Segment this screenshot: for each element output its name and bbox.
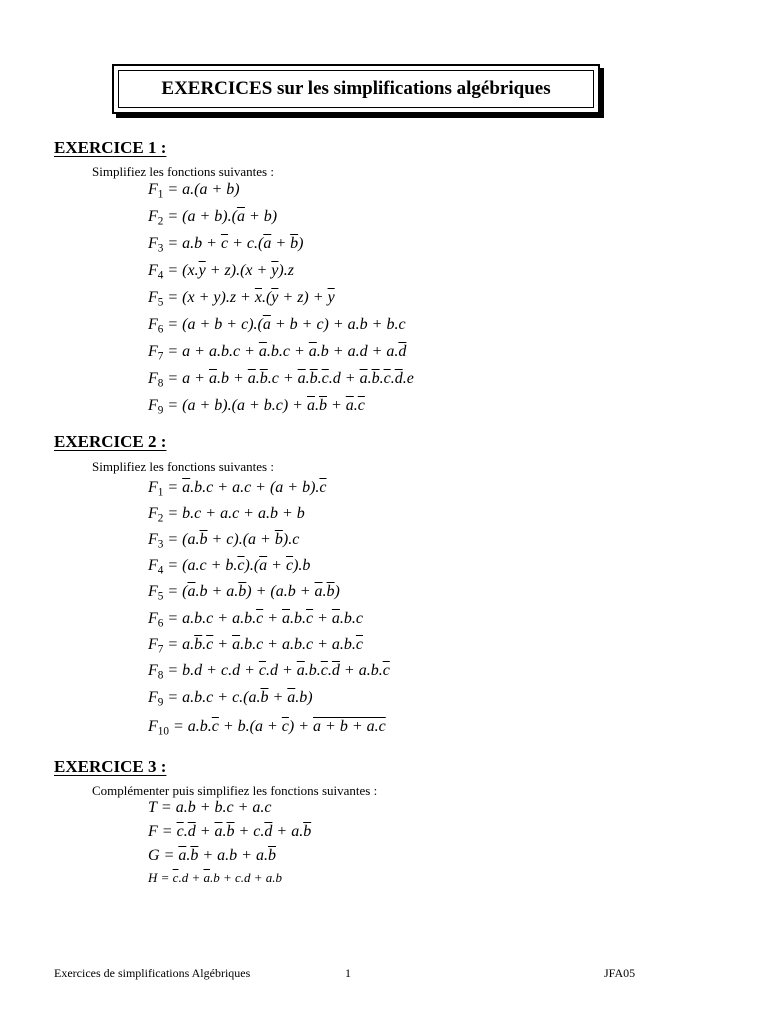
formula: = b.c + a.c + a.b + b [167, 505, 305, 522]
formula: = $\overline{a}.b.c + a.c + (a + b).\overline{c}$ [167, 479, 327, 496]
formula: = $a.b.\overline{c} + b.(a + \overline{c}) + a + b + a.c$ [172, 718, 386, 735]
function-name: F [148, 505, 158, 522]
equation [148, 342, 406, 366]
exercise-2-heading: EXERCICE 2 : [54, 432, 167, 451]
function-name: F [148, 689, 158, 706]
equation [148, 478, 327, 502]
formula: = $b.d + c.d + \overline{c}.d + \overline{a}.b.\overline{c}.\overline{d} + a.b.\overline{c}$ [167, 662, 390, 679]
formula: = $a.b.c + c.(a.\overline{b} + \overline{a}.b)$ [167, 689, 313, 706]
function-subscript: 2 [157, 512, 164, 525]
function-name: F [148, 208, 158, 225]
equation [148, 556, 310, 580]
equation [148, 661, 390, 685]
function-subscript: 9 [157, 404, 164, 417]
function-name: G [148, 847, 160, 864]
equation [148, 717, 386, 741]
equation [148, 315, 406, 339]
exercise-3-instruction: Complémenter puis simplifiez les fonctions suivantes : [92, 783, 378, 798]
function-name: F [148, 397, 158, 414]
formula: = $(a.\overline{b} + c).(a + \overline{b}).c$ [167, 531, 300, 548]
function-subscript: 3 [157, 538, 164, 551]
equation [148, 635, 363, 659]
function-name: F [148, 370, 158, 387]
formula: = $a + a.b.c + \overline{a}.b.c + \overline{a}.b + a.d + a.\overline{d}$ [167, 343, 407, 360]
function-subscript: 8 [157, 669, 164, 682]
function-name: F [148, 636, 158, 653]
equation [148, 798, 272, 818]
function-subscript: 1 [157, 486, 164, 499]
formula: = $a.\overline{b}.\overline{c} + \overline{a}.b.c + a.b.c + a.b.\overline{c}$ [167, 636, 363, 653]
formula: = a.b + b.c + a.c [160, 799, 272, 816]
equation [148, 530, 299, 554]
formula: = $(a + b + c).(\overline{a} + b + c) + a.b + b.c$ [167, 316, 406, 333]
equation [148, 396, 365, 420]
formula: = $\overline{c}.\overline{d} + \overline{a}.\overline{b} + c.\overline{d} + a.\overline{b}$ [161, 823, 312, 840]
function-subscript: 7 [157, 643, 164, 656]
formula: = $a.b + \overline{c} + c.(\overline{a} + \overline{b})$ [167, 235, 304, 252]
equation [148, 261, 294, 285]
equation [148, 288, 335, 312]
function-name: F [148, 289, 158, 306]
footer-right: JFA05 [604, 966, 636, 980]
function-name: F [148, 531, 158, 548]
formula: = $a.b.c + a.b.\overline{c} + \overline{a}.b.\overline{c} + \overline{a}.b.c$ [167, 610, 363, 627]
function-name: F [148, 316, 158, 333]
function-name: H [148, 870, 158, 885]
function-subscript: 5 [157, 590, 164, 603]
equation [148, 369, 414, 393]
function-subscript: 1 [157, 188, 164, 201]
function-name: F [148, 343, 158, 360]
equation [148, 688, 313, 712]
equation [148, 234, 303, 258]
title-box [112, 64, 600, 114]
formula: = $(a.c + b.\overline{c}).(\overline{a} + \overline{c}).b$ [167, 557, 311, 574]
equation [148, 582, 340, 606]
footer-left: Exercices de simplifications Algébriques [54, 966, 251, 980]
formula: = $(x.\overline{y} + z).(x + \overline{y}).z$ [167, 262, 294, 279]
function-name: F [148, 823, 158, 840]
exercise-1-instruction: Simplifiez les fonctions suivantes : [92, 164, 274, 179]
function-name: F [148, 662, 158, 679]
function-name: F [148, 557, 158, 574]
function-subscript: 2 [157, 215, 164, 228]
equation [148, 504, 305, 528]
function-subscript: 5 [157, 296, 164, 309]
function-subscript: 9 [157, 696, 164, 709]
function-subscript: 4 [157, 564, 164, 577]
formula: = $(\overline{a}.b + a.\overline{b}) + (a.b + \overline{a}.\overline{b})$ [167, 583, 340, 600]
function-subscript: 4 [157, 269, 164, 282]
formula: = $\overline{a}.\overline{b} + a.b + a.\overline{b}$ [163, 847, 276, 864]
function-name: F [148, 262, 158, 279]
exercise-3-heading: EXERCICE 3 : [54, 757, 167, 776]
function-subscript: 8 [157, 377, 164, 390]
formula: = $(x + y).z + \overline{x}.(\overline{y} + z) + \overline{y}$ [167, 289, 335, 306]
function-subscript: 6 [157, 323, 164, 336]
formula: = a.(a + b) [167, 181, 240, 198]
page-number: 1 [345, 966, 351, 980]
equation [148, 609, 363, 633]
exercise-1-heading: EXERCICE 1 : [54, 138, 167, 157]
page-title: EXERCICES sur les simplifications algébriques [118, 70, 594, 108]
function-name: F [148, 479, 158, 496]
equation [148, 180, 240, 204]
function-name: F [148, 610, 158, 627]
exercise-2-instruction: Simplifiez les fonctions suivantes : [92, 459, 274, 474]
function-name: T [148, 799, 157, 816]
formula: = $\overline{c}.d + \overline{a}.b + c.d + a.b$ [160, 870, 283, 885]
equation [148, 868, 282, 888]
function-name: F [148, 718, 158, 735]
function-subscript: 6 [157, 617, 164, 630]
equation [148, 207, 277, 231]
function-subscript: 3 [157, 242, 164, 255]
equation [148, 846, 276, 866]
function-name: F [148, 181, 158, 198]
formula: = $(a + b).(a + b.c) + \overline{a}.\overline{b} + \overline{a}.\overline{c}$ [167, 397, 365, 414]
formula: = $a + \overline{a}.b + \overline{a}.\overline{b}.c + \overline{a}.\overline{b}.\overline{c}.d + \overline{a}.\overline{b}.\overline{c}.\overline{d}.e$ [167, 370, 414, 387]
formula: = $(a + b).(\overline{a} + b)$ [167, 208, 278, 225]
function-name: F [148, 235, 158, 252]
function-name: F [148, 583, 158, 600]
function-subscript: 10 [157, 725, 169, 738]
function-subscript: 7 [157, 350, 164, 363]
equation [148, 822, 311, 842]
